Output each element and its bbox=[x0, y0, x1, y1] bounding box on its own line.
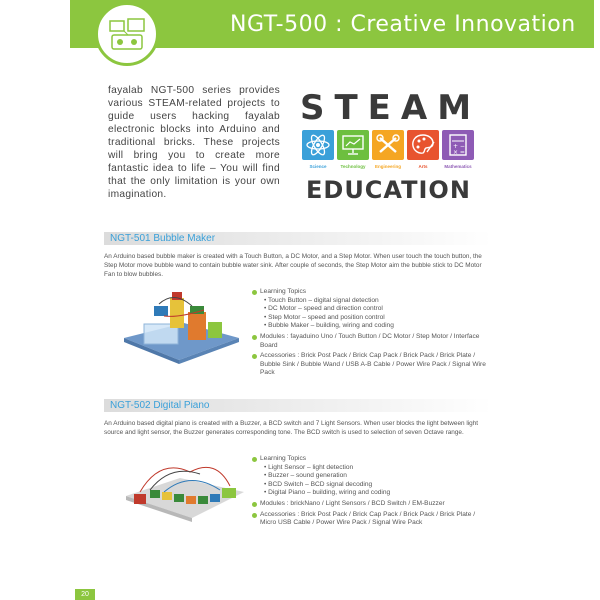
learning-topic: • Buzzer – sound generation bbox=[264, 472, 347, 480]
learning-topic: • Light Sensor – light detection bbox=[264, 463, 354, 471]
arts-tile bbox=[407, 130, 439, 169]
bullet-dot-icon bbox=[252, 354, 257, 359]
modules-item bbox=[251, 500, 493, 509]
steam-title: STEAM bbox=[300, 88, 482, 128]
accessories-text: Accessories : Brick Post Pack / Brick Cap Pack / Brick Pack / Brick Plate / Micro USB Cable / Power Wire Pack / Signal Wire Pack bbox=[260, 510, 476, 527]
learning-topics-label: Learning Topics bbox=[260, 288, 307, 295]
engineering-tile bbox=[372, 130, 404, 169]
intro-paragraph: fayalab NGT-500 series provides various STEAM-related projects to guide users hacking fayalab electronic blocks into Arduino and traditional bricks. These projects will bring you to create more fantastic idea to life – You will find that the only limitation is your own imagination. bbox=[108, 85, 280, 200]
bullet-dot-icon bbox=[252, 502, 257, 507]
accessories-item bbox=[251, 352, 493, 378]
learning-topics-item bbox=[251, 288, 493, 331]
learning-topic: • BCD Switch – BCD signal decoding bbox=[264, 480, 373, 488]
learning-topics-item bbox=[251, 455, 493, 498]
page-number: 20 bbox=[75, 589, 95, 600]
svg-text:× =: × = bbox=[453, 149, 465, 156]
science-label: Science bbox=[309, 164, 327, 169]
modules-text: Modules : brickNano / Light Sensors / BCD Switch / EM-Buzzer bbox=[260, 499, 445, 507]
technology-tile bbox=[337, 130, 369, 169]
technology-label: Technology bbox=[340, 164, 366, 169]
header-logo bbox=[95, 2, 159, 66]
learning-topic: • Digital Piano – building, wiring and coding bbox=[264, 489, 391, 497]
steam-categories bbox=[302, 130, 474, 169]
bullet-dot-icon bbox=[252, 335, 257, 340]
learning-topic: • Touch Button – digital signal detection bbox=[264, 296, 379, 304]
education-title: EDUCATION bbox=[306, 176, 471, 204]
digital-piano-details bbox=[251, 455, 493, 530]
learning-topic: • DC Motor – speed and direction control bbox=[264, 305, 383, 313]
modules-item bbox=[251, 333, 493, 350]
mathematics-tile bbox=[442, 130, 474, 169]
learning-topic: • Bubble Maker – building, wiring and coding bbox=[264, 322, 394, 330]
bullet-dot-icon bbox=[252, 290, 257, 295]
bubble-maker-details bbox=[251, 288, 493, 380]
learning-topics-label: Learning Topics bbox=[260, 455, 307, 462]
section-title: NGT-501 Bubble Maker bbox=[110, 233, 216, 244]
page-title: NGT-500 : Creative Innovation bbox=[230, 12, 576, 37]
accessories-item bbox=[251, 511, 493, 528]
bullet-dot-icon bbox=[252, 513, 257, 518]
section-title: NGT-502 Digital Piano bbox=[110, 400, 210, 411]
wrench-icon bbox=[372, 130, 404, 160]
learning-topic: • Step Motor – speed and position control bbox=[264, 313, 385, 321]
section-description: An Arduino based bubble maker is created with a Touch Button, a DC Motor, and a Step Motor. When user touch the touch button, the Step Motor move bubble wand to contain bubble water sink. After couple of seconds, the Step Motor aim the bubble stick to DC Motor Fan to blow bubbles. bbox=[104, 253, 482, 278]
palette-icon bbox=[407, 130, 439, 160]
svg-text:+ −: + − bbox=[453, 143, 465, 150]
science-tile bbox=[302, 130, 334, 169]
atom-icon bbox=[302, 130, 334, 160]
accessories-text: Accessories : Brick Post Pack / Brick Cap Pack / Brick Pack / Brick Plate / Bubble Sink / Bubble Wand / USB A-B Cable / Power Wire Pack / Signal Wire Pack bbox=[260, 352, 486, 377]
section-header-bubble-maker bbox=[104, 232, 492, 245]
kit-illustration-icon bbox=[108, 17, 146, 53]
digital-piano-photo bbox=[120, 452, 248, 534]
mathematics-label: Mathematics bbox=[444, 164, 472, 169]
monitor-icon bbox=[337, 130, 369, 160]
modules-text: Modules : fayaduino Uno / Touch Button / DC Motor / Step Motor / Interface Board bbox=[260, 332, 480, 349]
calculator-icon bbox=[442, 130, 474, 160]
engineering-label: Engineering bbox=[374, 164, 401, 169]
arts-label: Arts bbox=[418, 164, 428, 169]
bullet-dot-icon bbox=[252, 457, 257, 462]
section-header-digital-piano bbox=[104, 399, 492, 412]
section-description: An Arduino based digital piano is created with a Buzzer, a BCD switch and 7 Light Sensors. When user blocks the light between light source and light sensor, the Buzzer generates corresponding tone. The BCD switch is used to selection of seven Octave range. bbox=[104, 420, 479, 436]
bubble-maker-photo bbox=[114, 288, 244, 368]
